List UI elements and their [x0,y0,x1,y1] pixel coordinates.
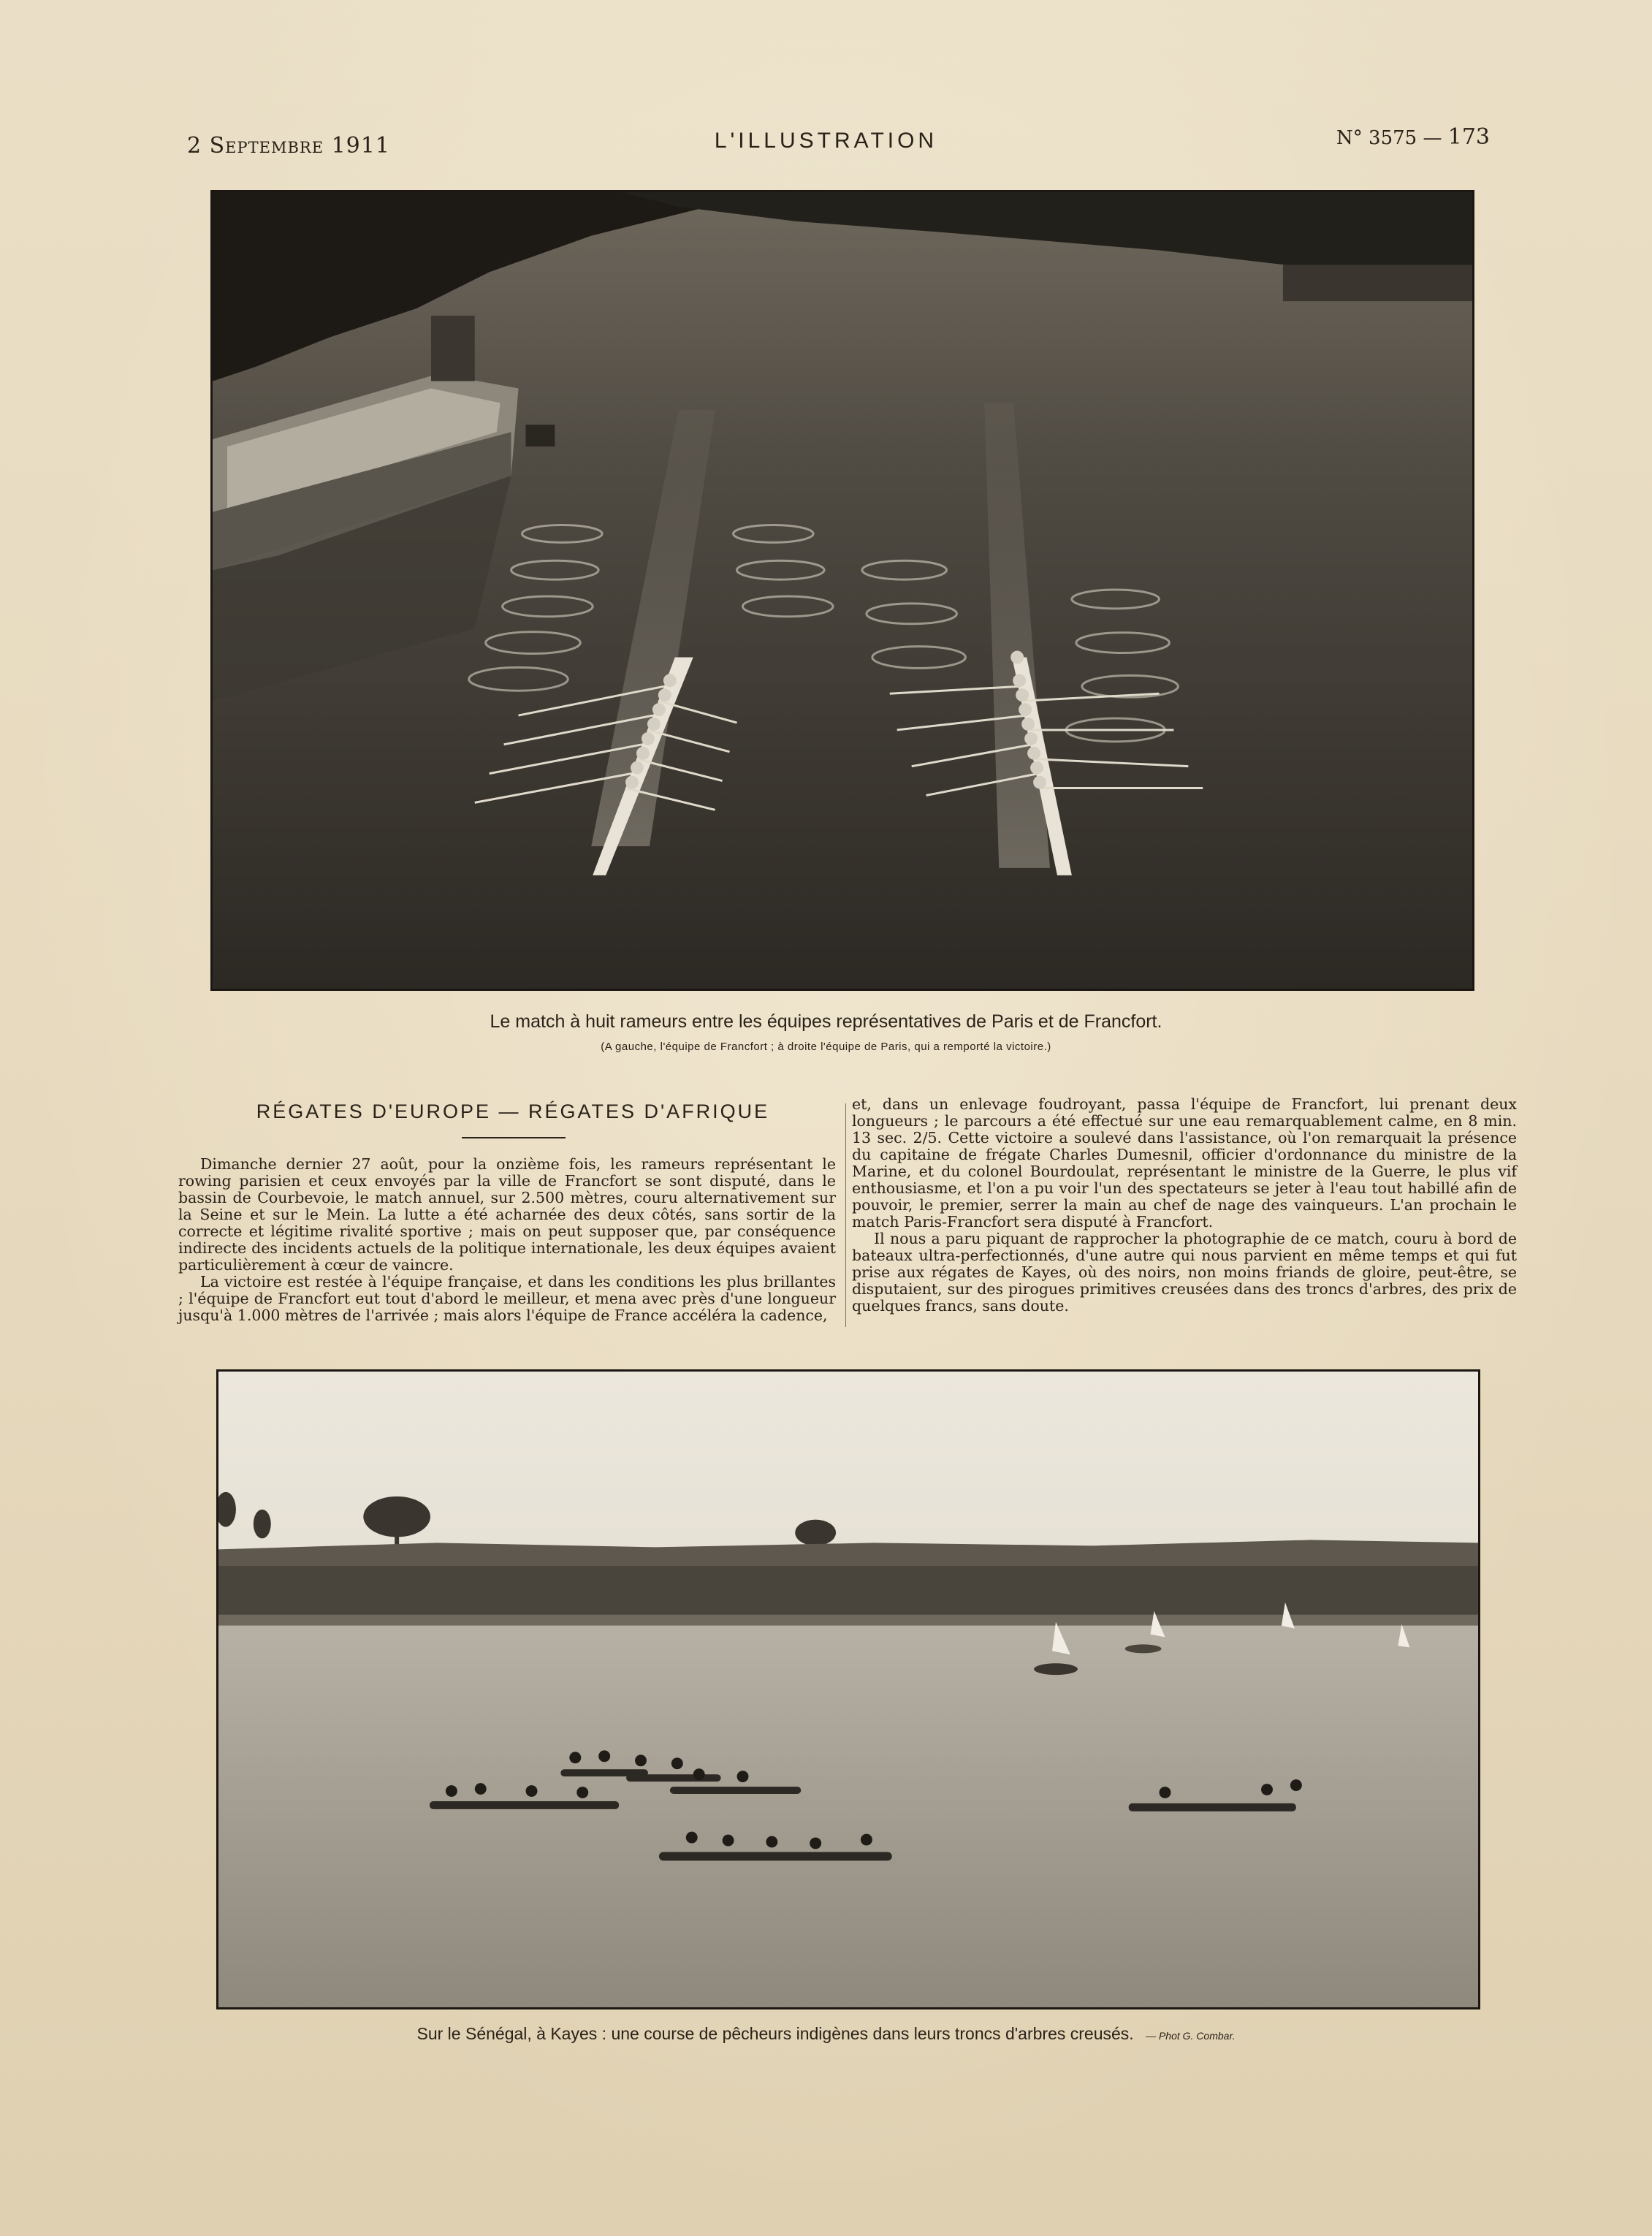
article-title: RÉGATES D'EUROPE — RÉGATES D'AFRIQUE [256,1100,770,1122]
column-divider [845,1103,846,1327]
issue-and-page [1336,124,1490,150]
article-column-left [178,1156,836,1324]
article-paragraph: La victoire est restée à l'équipe française, et dans les conditions les plus brillantes ; l'équipe de Francfort eut tout d'abord le meilleur, et mena avec près d'une longueur jusqu'à 1.000 mètres de l'arrivée ; mais alors l'équipe de France accéléra la cadence, [178,1273,836,1324]
publication-title: L'ILLUSTRATION [714,129,938,153]
article-paragraph: Il nous a paru piquant de rapprocher la photographie de ce match, couru à bord de bateaux ultra-perfectionnés, d'une autre qui nous parvient en même temps et qui fut prise aux régates de Kayes, où des noirs, non moins friands de gloire, peut-être, se disputaient, sur des pirogues primitives creusées dans des troncs d'arbres, des prix de quelques francs, sans doute. [852,1230,1517,1315]
title-rule [462,1137,566,1138]
photo-credit: — Phot G. Combar. [1146,2030,1236,2042]
article-paragraph: et, dans un enlevage foudroyant, passa l'équipe de Francfort, lui prenant deux longueurs ; le parcours a été effectué sur une eau remarquablement calme, en 8 min. 13 sec. 2/5. Cette victoire a soulevé dans l'assistance, où l'on remarquait la présence du capitaine de frégate Charles Dumesnil, officier d'ordonnance du ministre de la Marine, et du colonel Bourdoulat, représentant le ministre de la Guerre, le plus vif enthousiasme, et l'on a pu voir l'un des spectateurs se jeter à l'eau tout habillé afin de pouvoir, le premier, serrer la main au chef de nage des vainqueurs. L'an prochain le match Paris-Francfort sera disputé à Francfort. [852,1095,1517,1231]
page-number: 173 [1447,124,1490,150]
pirogue-race-photo [216,1369,1480,2009]
rowing-match-photo [210,190,1474,991]
top-photo-subcaption: (A gauche, l'équipe de Francfort ; à droite l'équipe de Paris, qui a remporté la victoire.) [601,1041,1051,1053]
issue-date: 2 Septembre 1911 [187,133,390,159]
bottom-photo-caption-text: Sur le Sénégal, à Kayes : une course de pêcheurs indigènes dans leurs troncs d'arbres creusés. [416,2024,1134,2043]
bottom-photo-caption [0,2024,1652,2044]
header-separator: — [1423,127,1442,149]
article-paragraph: Dimanche dernier 27 août, pour la onzième fois, les rameurs représentant le rowing parisien et ceux envoyés par la ville de Francfort se sont disputé, dans le bassin de Courbevoie, le match annuel, sur 2.500 mètres, couru alternativement sur la Seine et sur le Mein. La lutte a été acharnée des deux côtés, sans sortir de la correcte et légitime rivalité sportive ; mais on peut supposer que, par conséquence indirecte des incidents actuels de la politique internationale, les deux équipes avaient particulièrement à cœur de vaincre. [178,1155,836,1274]
issue-number: N° 3575 [1336,127,1417,149]
article-column-right [852,1096,1517,1315]
top-photo-caption: Le match à huit rameurs entre les équipes représentatives de Paris et de Francfort. [490,1011,1162,1032]
